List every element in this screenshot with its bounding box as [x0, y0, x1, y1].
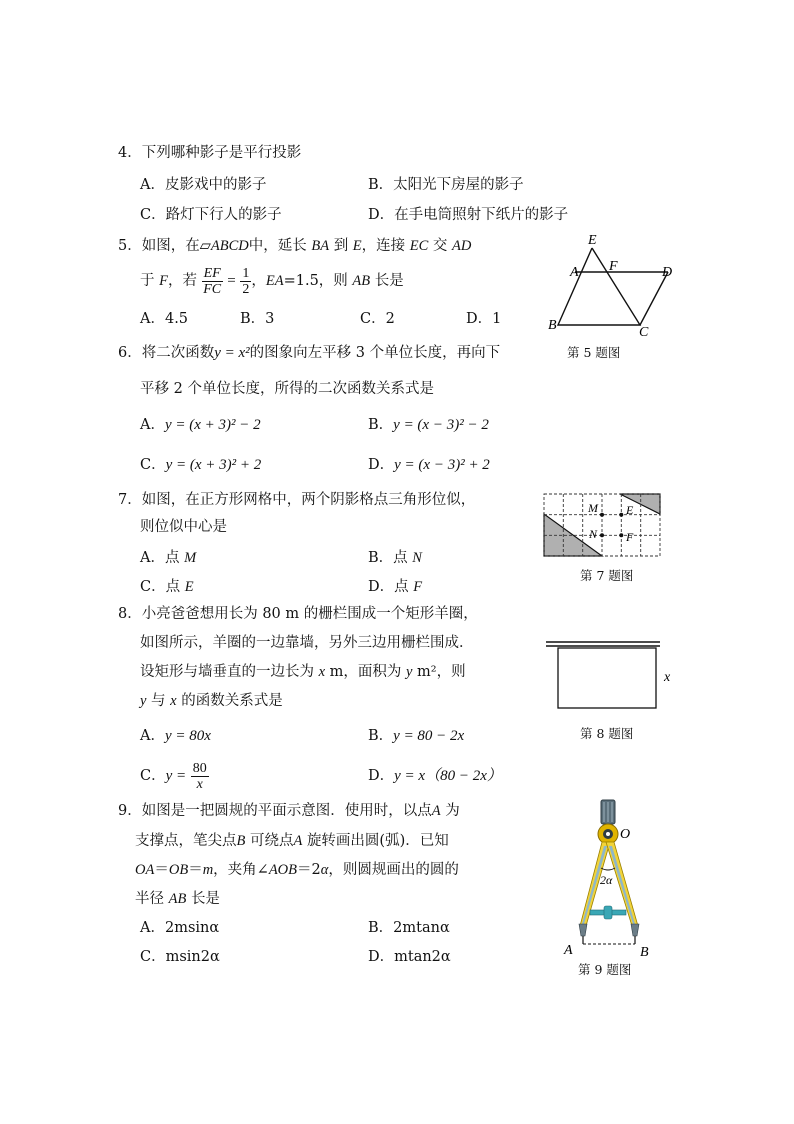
q9-text: 支撑点，笔尖点 [135, 833, 237, 849]
option-label: B．点 [368, 550, 408, 566]
label-f: F [609, 259, 618, 274]
figure-5-parallelogram [540, 228, 690, 343]
figure-7-grid [544, 494, 662, 558]
q9-var: OB [168, 862, 189, 878]
option-label: B． [368, 417, 394, 433]
q8-option-b [368, 726, 464, 746]
option-label: C． [140, 768, 166, 784]
q5-option-c: C．2 [360, 311, 395, 327]
q9-var: m [202, 862, 214, 878]
q5-var: AB [352, 273, 371, 289]
q5-text: 如图，在 [141, 238, 200, 254]
pen-rectangle [558, 648, 656, 708]
label-b: B [548, 318, 557, 333]
label-f: F [626, 530, 634, 544]
point-n [600, 533, 604, 537]
q7-option-c [140, 577, 194, 597]
q4-option-a: A．皮影戏中的影子 [140, 177, 267, 193]
figure-9-compass [560, 796, 660, 964]
option-label: A． [140, 728, 165, 744]
figure-5-caption: 第 5 题图 [567, 345, 621, 360]
q7-line1: 7．如图，在正方形网格中，两个阴影格点三角形位似， [118, 492, 476, 508]
q6-option-a [140, 415, 261, 435]
q5-var: ABCD [210, 238, 249, 254]
q5-text: =1.5，则 [283, 273, 348, 289]
q9-text: 长是 [190, 891, 220, 907]
q5-text: ，若 [167, 273, 197, 289]
option-label: D． [368, 457, 395, 473]
q5-var: AD [452, 238, 472, 254]
q9-var: OA [135, 862, 155, 878]
q6-function: y = x² [214, 345, 250, 361]
q9-var: A [431, 803, 441, 819]
q9-text: ＝ [188, 862, 203, 878]
figure-7-caption: 第 7 题图 [580, 568, 634, 583]
q8-var: x [170, 693, 177, 709]
q6-option-b [368, 415, 489, 435]
figure-9-caption: 第 9 题图 [578, 962, 632, 977]
fraction-one-half [240, 266, 251, 297]
q8-text: 的函数关系式是 [176, 693, 283, 709]
q7-option-d [368, 577, 422, 597]
equals-sign: = [227, 273, 236, 289]
q8-line1: 8．小亮爸爸想用长为 80 m 的栅栏围成一个矩形羊圈， [118, 606, 478, 622]
q4-option-b: B．太阳光下房屋的影子 [368, 177, 524, 193]
q9-text: ，则圆规画出的圆的 [328, 862, 459, 878]
q6-option-c [140, 455, 261, 475]
q5-number: 5． [118, 238, 142, 254]
option-expr: y = [165, 768, 187, 784]
q9-text: ＝2 [297, 862, 321, 878]
label-d: D [662, 265, 673, 280]
option-label: D．点 [368, 579, 409, 595]
q5-line1 [118, 236, 471, 256]
option-label: A．点 [140, 550, 180, 566]
q5-option-b: B．3 [240, 311, 275, 327]
label-c: C [639, 325, 649, 340]
option-expr: y = (x + 3)² − 2 [164, 417, 261, 433]
q6-text: 6．将二次函数 [118, 345, 215, 361]
q9-var: AOB [268, 862, 298, 878]
q9-text: 9．如图是一把圆规的平面示意图．使用时，以点 [118, 803, 432, 819]
q5-var: EC [409, 238, 429, 254]
fraction-denominator: x [196, 776, 203, 792]
q9-var: A [293, 833, 303, 849]
option-expr: y = 80x [164, 728, 211, 744]
q4-stem: 4．下列哪种影子是平行投影 [118, 145, 302, 161]
q6-line1 [118, 343, 500, 363]
fraction-numerator: EF [203, 265, 221, 281]
parallelogram-symbol: ▱ [199, 238, 211, 254]
q8-text: m，面积为 [325, 664, 402, 680]
fraction-denominator: FC [203, 281, 222, 297]
label-b: B [640, 945, 649, 960]
q9-text: 可绕点 [249, 833, 294, 849]
q6-text: 的图象向左平移 3 个单位长度，再向下 [249, 345, 501, 361]
triangle-ebc-line [558, 248, 640, 325]
q9-text: ，夹角∠ [213, 862, 269, 878]
q8-line2: 如图所示，羊圈的一边靠墙，另外三边用栅栏围成． [140, 635, 474, 651]
option-label: C．点 [140, 579, 181, 595]
option-label: D． [368, 768, 395, 784]
q8-var: y [406, 664, 413, 680]
q5-text: 到 [333, 238, 349, 254]
fraction-ef-fc [202, 266, 223, 297]
fraction-numerator: 1 [242, 265, 250, 281]
label-a: A [570, 265, 579, 280]
option-expr: y = (x − 3)² − 2 [393, 417, 489, 433]
label-e: E [588, 233, 597, 248]
q8-var: y [140, 693, 147, 709]
angle-arc [601, 868, 615, 870]
q8-text: m²，则 [412, 664, 466, 680]
option-point: E [184, 579, 194, 595]
label-o: O [620, 827, 631, 842]
q8-line3 [140, 662, 466, 682]
q6-line2: 平移 2 个单位长度，所得的二次函数关系式是 [140, 381, 434, 397]
figure-8-caption: 第 8 题图 [580, 726, 634, 741]
option-expr: y = 80 − 2x [393, 728, 465, 744]
q6-option-d [368, 455, 490, 475]
fraction-denominator: 2 [242, 281, 250, 297]
q9-line1 [118, 801, 460, 821]
q5-text: ， [251, 273, 266, 289]
point-m [600, 513, 604, 517]
option-expr: y = (x − 3)² + 2 [394, 457, 490, 473]
q9-var: α [320, 862, 329, 878]
q8-option-c [140, 758, 209, 794]
q5-option-d: D．1 [466, 311, 502, 327]
option-point: F [413, 579, 423, 595]
q9-text: 旋转画出圆(弧)．已知 [306, 833, 449, 849]
q9-option-d: D．mtan2α [368, 949, 451, 965]
label-2alpha: 2α [600, 873, 613, 887]
q9-option-b: B．2mtanα [368, 920, 450, 936]
q8-option-a [140, 726, 211, 746]
compass-right-tip [631, 924, 639, 936]
fraction-80-over-x [191, 761, 209, 792]
q9-text: ＝ [154, 862, 169, 878]
q5-text: ，连接 [361, 238, 406, 254]
label-e: E [626, 503, 634, 517]
q7-option-b [368, 548, 422, 568]
q5-text: 交 [432, 238, 448, 254]
option-label: A． [140, 417, 165, 433]
q8-line4 [140, 691, 283, 711]
label-a: A [564, 943, 573, 958]
q9-option-a: A．2msinα [140, 920, 220, 936]
option-label: B． [368, 728, 394, 744]
q9-line3 [135, 860, 459, 880]
label-n: N [589, 527, 598, 541]
q4-option-c: C．路灯下行人的影子 [140, 207, 282, 223]
label-x: x [664, 670, 671, 685]
label-m: M [588, 501, 598, 515]
option-expr: y = x（80 − 2x） [394, 768, 502, 784]
q5-var: EA [265, 273, 284, 289]
q5-text: 于 [140, 273, 155, 289]
q9-line4 [135, 889, 220, 909]
q5-text: 中，延长 [248, 238, 307, 254]
point-e [619, 513, 623, 517]
option-expr: y = (x + 3)² + 2 [165, 457, 262, 473]
q7-option-a [140, 548, 196, 568]
point-f [619, 533, 623, 537]
q9-line2 [135, 831, 449, 851]
q5-option-a: A．4.5 [140, 311, 189, 327]
q5-var: F [159, 273, 168, 289]
q5-line2 [140, 264, 404, 298]
q9-text: 半径 [135, 891, 164, 907]
option-label: C． [140, 457, 166, 473]
q9-text: 为 [445, 803, 460, 819]
q8-var: x [318, 664, 326, 680]
option-point: N [412, 550, 422, 566]
q9-option-c: C．msin2α [140, 949, 220, 965]
option-point: M [184, 550, 197, 566]
q4-option-d: D．在手电筒照射下纸片的影子 [368, 207, 569, 223]
q8-text: 设矩形与墙垂直的一边长为 [140, 664, 314, 680]
q5-var: BA [311, 238, 330, 254]
q9-var: B [236, 833, 246, 849]
q8-option-d [368, 766, 502, 786]
fraction-numerator: 80 [192, 760, 207, 776]
q9-var: AB [168, 891, 187, 907]
q8-text: 与 [146, 693, 171, 709]
q5-var: E [352, 238, 362, 254]
compass-left-tip [579, 924, 587, 936]
q5-text: 长是 [374, 273, 404, 289]
q7-line2: 则位似中心是 [140, 519, 227, 535]
figure-8-sheep-pen [544, 640, 680, 712]
